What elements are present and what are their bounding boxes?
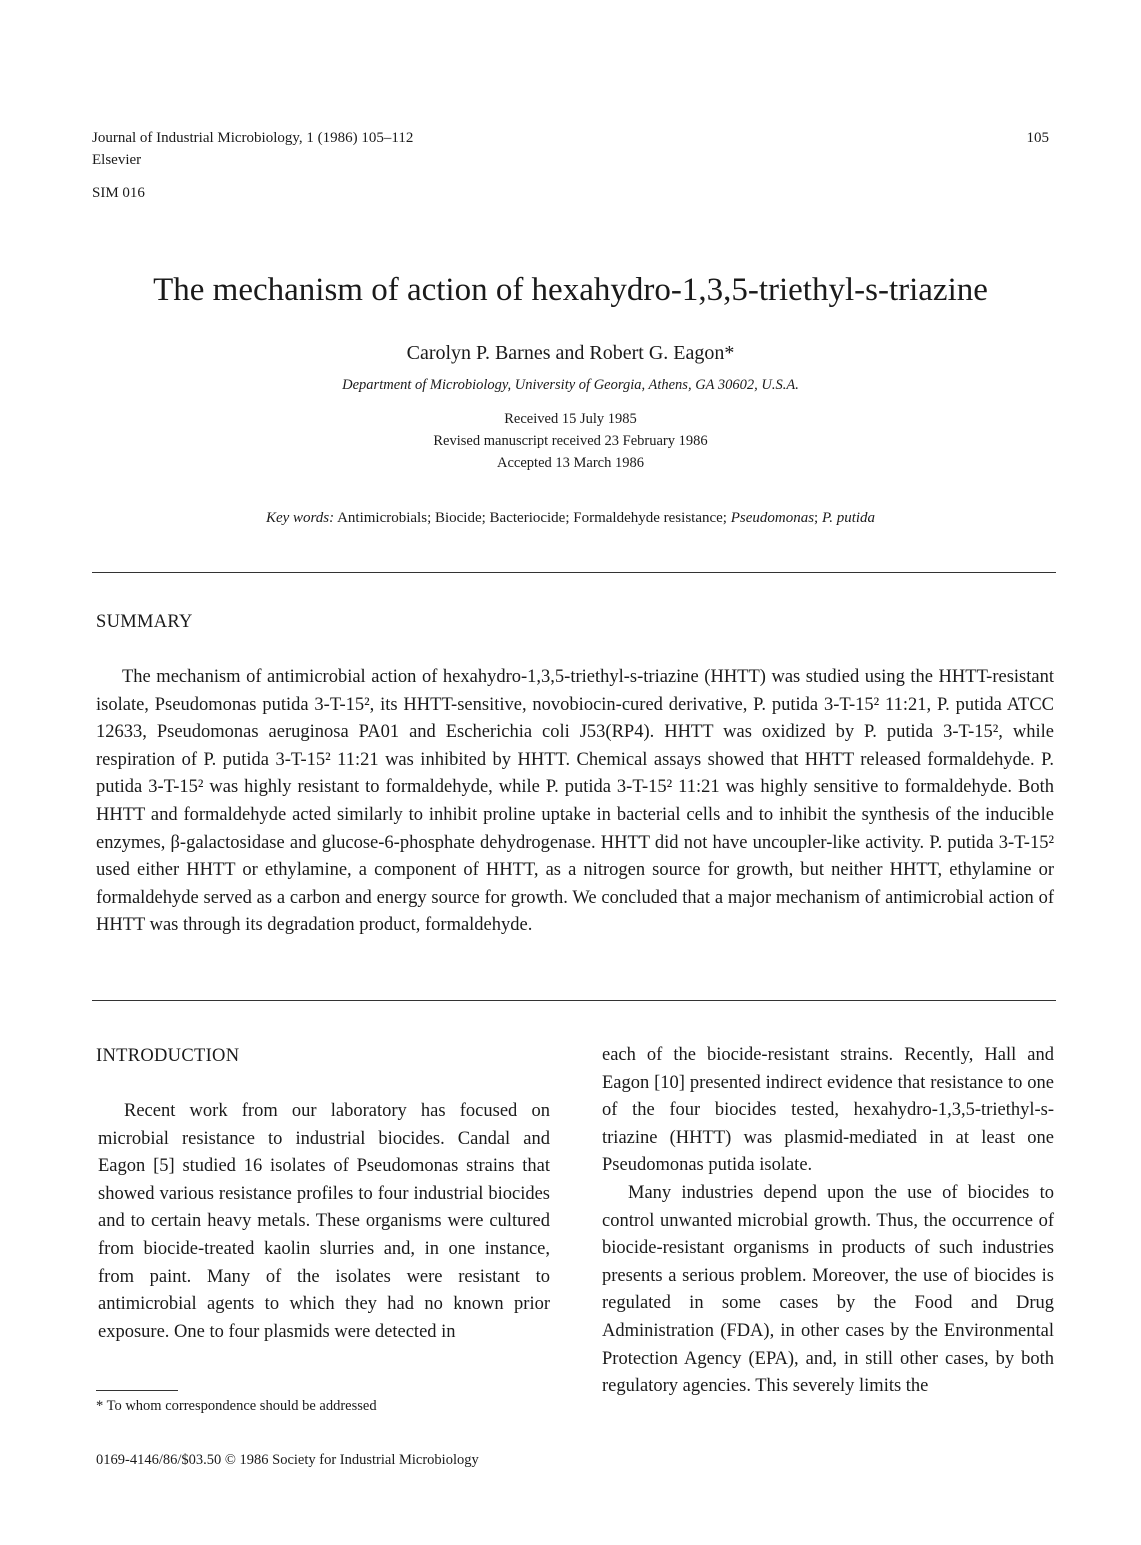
received-date: Received 15 July 1985 [504,411,637,427]
intro-paragraph-3: Many industries depend upon the use of biocides to control unwanted microbial growth. Thus, the occurrence of biocide-resistant organisms in products of such industries presents a serious problem. Moreover, the use of biocides is regulated in some cases by the Food and Drug Administration (FDA), in other cases by the Environmental Protection Agency (EPA), and, in still other cases, by both regulatory agencies. This severely limits the [602,1182,1054,1397]
footnote-rule [96,1390,178,1391]
introduction-heading: INTRODUCTION [96,1046,240,1066]
page-number: 105 [1026,130,1049,146]
journal-citation: Journal of Industrial Microbiology, 1 (1986) 105–112 [92,130,414,146]
authors: Carolyn P. Barnes and Robert G. Eagon* [406,342,735,364]
keywords-label: Key words: [265,510,335,526]
keywords [0,508,1141,528]
intro-left-column [98,1098,550,1346]
revised-date: Revised manuscript received 23 February 1986 [433,433,708,449]
publisher: Elsevier [92,152,142,168]
intro-paragraph-2-cont: each of the biocide-resistant strains. Recently, Hall and Eagon [10] presented indirect evidence that resistance to one of the four biocides tested, hexahydro-1,3,5-triethyl-s-triazine (HHTT) was plasmid-mediated in at least one Pseudomonas putida isolate. [602,1045,1054,1176]
dates [0,408,1141,474]
sim-number: SIM 016 [92,185,145,201]
divider-bottom [92,1000,1056,1001]
copyright-line: 0169-4146/86/$03.50 © 1986 Society for Industrial Microbiology [96,1452,479,1468]
intro-paragraph-1: Recent work from our laboratory has focused on microbial resistance to industrial biocides. Candal and Eagon [5] studied 16 isolates of Pseudomonas strains that showed various resistance profiles to four industrial biocides and to certain heavy metals. These organisms were cultured from biocide-treated kaolin slurries and, in one instance, from paint. Many of the isolates were resistant to antimicrobial agents to which they had no known prior exposure. One to four plasmids were detected in [98,1101,550,1342]
accepted-date: Accepted 13 March 1986 [497,455,644,471]
keyword-pseudomonas: Pseudomonas [730,510,815,526]
paper-title: The mechanism of action of hexahydro-1,3,5-triethyl-s-triazine [153,272,988,308]
keyword-separator: ; [814,510,819,526]
summary-heading: SUMMARY [96,612,193,632]
summary-text: The mechanism of antimicrobial action of hexahydro-1,3,5-triethyl-s-triazine (HHTT) was studied using the HHTT-resistant isolate, Pseudomonas putida 3-T-15², its HHTT-sensitive, novobiocin-cured derivative, P. putida 3-T-15² 11:21, P. putida ATCC 12633, Pseudomonas aeruginosa PA01 and Escherichia coli J53(RP4). HHTT was oxidized by P. putida 3-T-15², while respiration of P. putida 3-T-15² 11:21 was inhibited by HHTT. Chemical assays showed that HHTT released formaldehyde. P. putida 3-T-15² was highly resistant to formaldehyde, while P. putida 3-T-15² 11:21 was highly sensitive to formaldehyde. Both HHTT and formaldehyde acted similarly to inhibit proline uptake in bacterial cells and to inhibit the synthesis of the inducible enzymes, β-galactosidase and glucose-6-phosphate dehydrogenase. HHTT did not have uncoupler-like activity. P. putida 3-T-15² used either HHTT or ethylamine, a component of HHTT, as a nitrogen source for growth, but neither HHTT, ethylamine or formaldehyde served as a carbon and energy source for growth. We concluded that a major mechanism of antimicrobial action of HHTT was through its degradation product, formaldehyde. [96,667,1054,936]
intro-right-column [602,1042,1054,1401]
keyword-p-putida: P. putida [821,510,876,526]
affiliation: Department of Microbiology, University of Georgia, Athens, GA 30602, U.S.A. [342,377,799,393]
keywords-plain: Antimicrobials; Biocide; Bacteriocide; Formaldehyde resistance; [337,510,727,526]
divider-top [92,572,1056,573]
footnote: * To whom correspondence should be addressed [96,1398,377,1414]
